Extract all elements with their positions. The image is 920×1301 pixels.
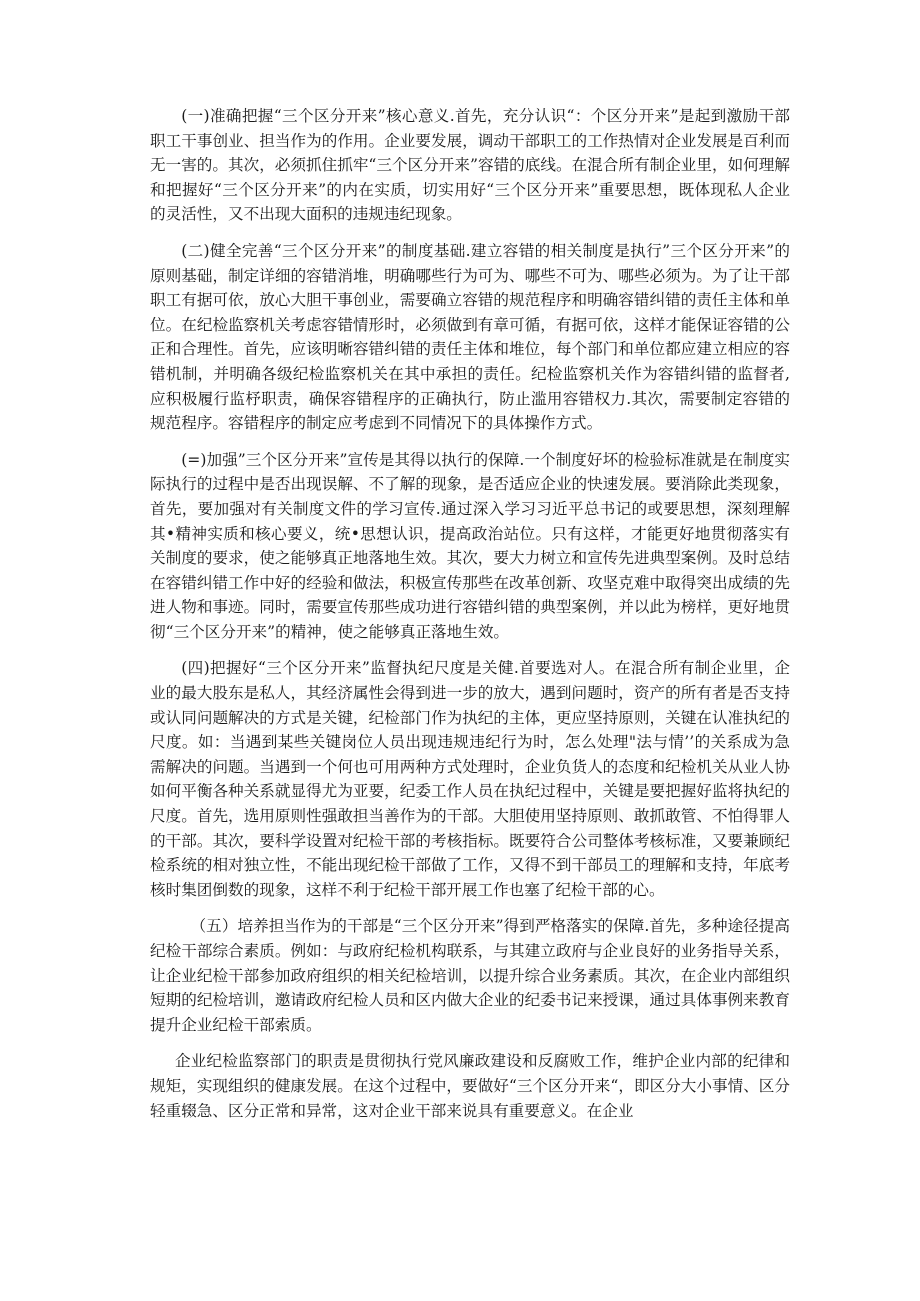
paragraph-5: （五）培养担当作为的干部是“三个区分开来”得到严格落实的保障.首先，多种途径提高纪检干部综合素质。例如：与政府纪检机构联系，与其建立政府与企业良好的业务指导关系，让企业纪检干部参加政府组织的相关纪检培训，以提升综合业务素质。其次，在企业内部组织短期的纪检培训，邀请政府纪检人员和区内做大企业的纪委书记来授课，通过具体事例来教育提升企业纪检干部索质。 [150,917,790,1034]
paragraph-6: 企业纪检监察部门的职责是贯彻执行党风廉政建设和反腐败工作，维护企业内部的纪律和规矩，实现组织的健康发展。在这个过程中，要做好“三个区分开来“，即区分大小事情、区分轻重辍急、区分正常和异常，这对企业干部来说具有重要意义。在企业 [150,1052,790,1120]
paragraph-1: (一)准确把握“三个区分开来”核心意义.首先，充分认识“：个区分开来”是起到激励干部职工干事创业、担当作为的作用。企业要发展，调动干部职工的工作热情对企业发展是百利而无一害的。其次，必须抓住抓牢“三个区分开来”容错的底线。在混合所有制企业里，如何理解和把握好“三个区分开来”的内在实质，切实用好“三个区分开来”重要思想，既体现私人企业的灵活性，又不出现大面积的违规违纪现象。 [150,107,790,224]
paragraph-2: (二)健全完善“三个区分开来”的制度基础.建立容错的相关制度是执行”三个区分开来”的原则基础，制定详细的容错消堆，明确哪些行为可为、哪些不可为、哪些必须为。为了让干部职工有据可依，放心大胆干事创业，需要确立容错的规范程序和明确容错纠错的责任主体和单位。在纪检监察机关考虑容错情形时，必须做到有章可循，有据可依，这样才能保证容错的公正和合理性。首先，应该明晰容错纠错的责任主体和堆位，每个部门和单位都应建立相应的容错机制，并明确各级纪检监察机关在其中承担的责任。纪检监察机关作为容错纠错的监督者,应积极履行监杼职责，确保容错程序的正确执行，防止滥用容错权力.其次，需要制定容错的规范程序。容错程序的制定应考虑到不同情况下的具体操作方式。 [150,241,790,433]
paragraph-4: (四)把握好“三个区分开来”监督执纪尺度是关健.首要选对人。在混合所有制企业里，企业的最大股东是私人，其经济属性会得到进一步的放大，遇到问题时，资产的所有者是否支持或认同问题解决的方式是关键，纪检部门作为执纪的主体，更应坚持原则，关键在认准执纪的尺度。如：当遇到某些关键岗位人员出现违规违纪行为时，怎么处理"法与情’’的关系成为急需解决的问题。当遇到一个何也可用两种方式处理时，企业负货人的态度和纪检机关从业人协如何平衡各种关系就显得尤为亚要，纪委工作人员在执纪过程中，关键是要把握好监将执纪的尺度。首先，选用原则性强敢担当善作为的干部。大胆使用坚持原则、敢抓敢管、不怕得罪人的干部。其次，要科学设置对纪检干部的考核指标。既要符合公司整体考核标准，又要兼顾纪检系统的相对独立性，不能出现纪检干部做了工作，又得不到干部员工的理解和支持，年底考核时集团倒数的现象，这样不利于纪检干部开展工作也塞了纪检干部的心。 [150,659,790,899]
document-body [150,104,790,1123]
paragraph-3: (=)加强”三个区分开来”宣传是其得以执行的保障.一个制度好坏的检验标准就是在制度实际执行的过程中是否出现误解、不了解的现象，是否适应企业的快速发展。要消除此类现象，首先，要加强对有关制度文件的学习宣传.通过深入学习习近平总书记的或要思想，深刻理解其•精神实质和核心要义，统•思想认识，提高政治站位。只有这样，才能更好地贯彻落实有关制度的要求，使之能够真正地落地生效。其次，要大力树立和宣传先进典型案例。及时总结在容错纠错工作中好的经验和做法，积极宣传那些在改革创新、攻坚克难中取得突出成绩的先进人物和事迹。同时，需要宣传那些成功进行容错纠错的典型案例，并以此为榜样，更好地贯彻“三个区分开来”的精神，使之能够真正落地生效。 [150,450,790,641]
